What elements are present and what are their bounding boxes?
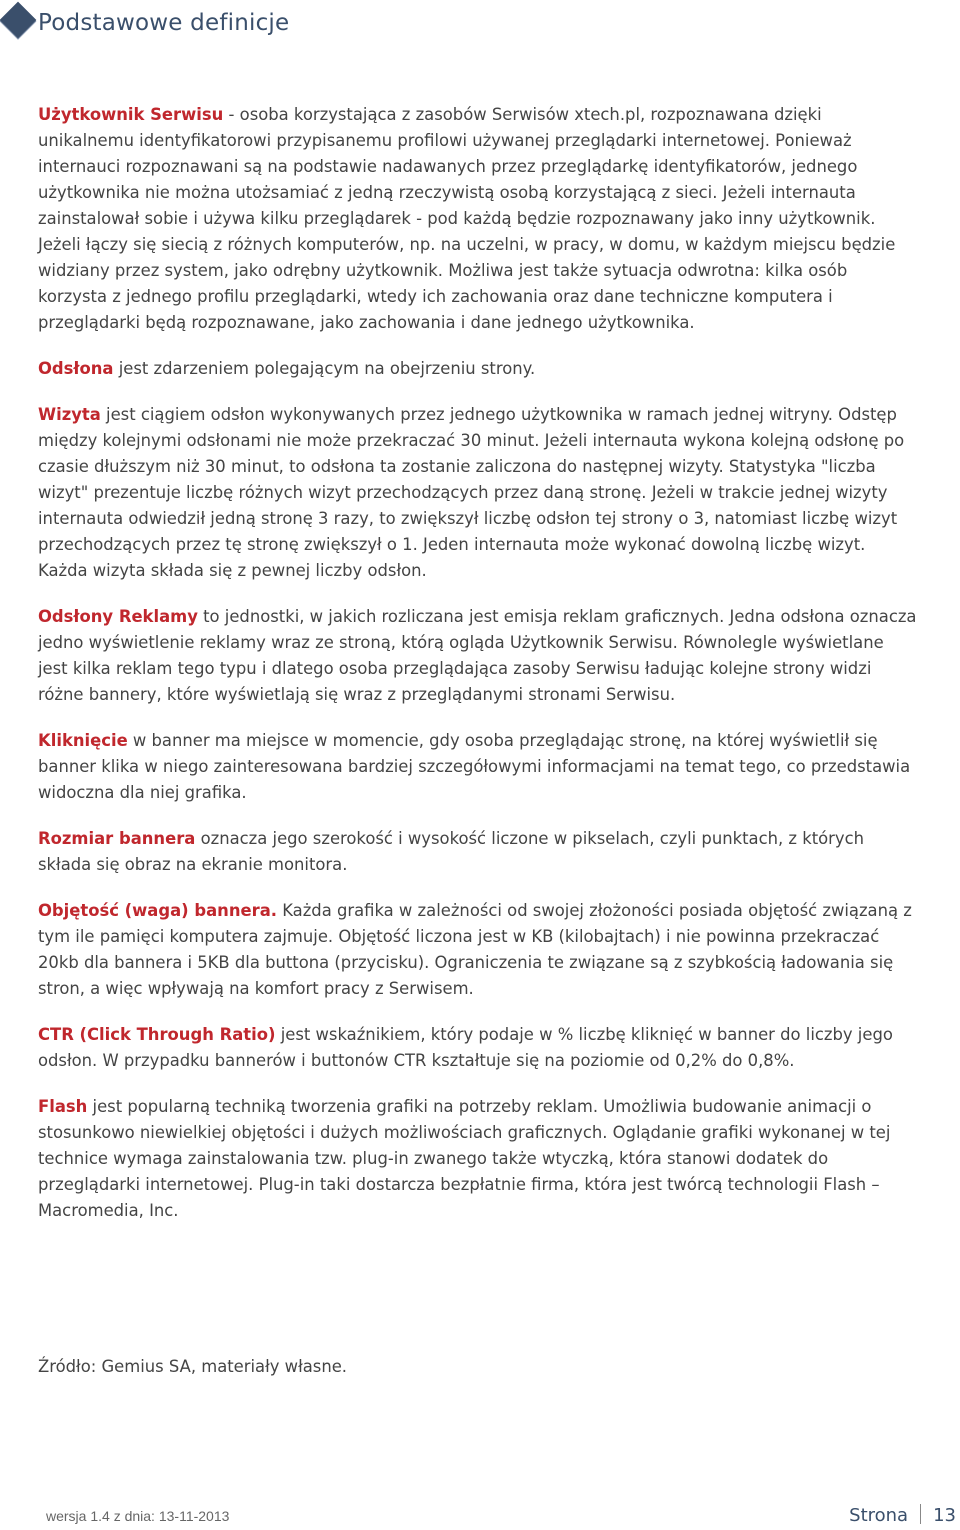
definition-paragraph (38, 402, 918, 584)
definition-text: - osoba korzystająca z zasobów Serwisów xtech.pl, rozpoznawana dzięki unikalnemu identyfikatorowi przypisanemu profilowi używanej przeglądarki internetowej. Ponieważ internauci rozpoznawani są na podstawie nadawanych przez przeglądarkę identyfikatorów, jednego użytkownika nie można utożsamiać z jedną rzeczywistą osobą korzystającą z sieci. Jeżeli internauta zainstalował sobie i używa kilku przeglądarek - pod każdą będzie rozpoznawany jako inny użytkownik. Jeżeli łączy się siecią z różnych komputerów, np. na uczelni, w pracy, w domu, w każdym miejscu będzie widziany przez system, jako odrębny użytkownik. Możliwa jest także sytuacja odwrotna: kilka osób korzysta z jednego profilu przeglądarki, wtedy ich zachowania oraz dane techniczne komputera i przeglądarki będą rozpoznawane, jako zachowania i dane jednego użytkownika. (38, 105, 896, 332)
definition-text: jest ciągiem odsłon wykonywanych przez jednego użytkownika w ramach jednej witryny. Odstęp między kolejnymi odsłonami nie może przekraczać 30 minut. Jeżeli internauta wykona kolejną odsłonę po czasie dłuższym niż 30 minut, to odsłona ta zostanie zaliczona do następnej wizyty. Statystyka "liczba wizyt" prezentuje liczbę różnych wizyt przechodzących przez daną stronę. Jeżeli w trakcie jednej wizyty internauta odwiedził jedną stronę 3 razy, to zwiększył liczbę odsłon tej strony o 3, natomiast liczbę wizyt przechodzących przez tę stronę zwiększył o 1. Jeden internauta może wykonać dowolną liczbę wizyt. Każda wizyta składa się z pewnej liczby odsłon. (38, 405, 905, 580)
definition-term: Kliknięcie (38, 731, 128, 750)
definition-term: Flash (38, 1097, 88, 1116)
definition-paragraph (38, 826, 918, 878)
definition-text: jest wskaźnikiem, który podaje w % liczbę kliknięć w banner do liczby jego odsłon. W przypadku bannerów i buttonów CTR kształtuje się na poziomie od 0,2% do 0,8%. (38, 1025, 893, 1070)
definition-term: Objętość (waga) bannera. (38, 901, 277, 920)
definition-term: Użytkownik Serwisu (38, 105, 224, 124)
definitions-body (38, 102, 918, 1244)
definition-paragraph (38, 604, 918, 708)
definition-paragraph (38, 102, 918, 336)
footer-version: wersja 1.4 z dnia: 13-11-2013 (46, 1508, 230, 1524)
definition-text: jest popularną techniką tworzenia grafiki na potrzeby reklam. Umożliwia budowanie animacji o stosunkowo niewielkiej objętości i dużych możliwościach graficznych. Oglądanie grafiki wykonanej w tej technice wymaga zainstalowania tzw. plug-in zwanego także wtyczką, która stanowi dodatek do przeglądarki internetowej. Plug-in taki dostarcza bezpłatnie firma, która jest twórcą technologii Flash – Macromedia, Inc. (38, 1097, 891, 1220)
footer-divider (920, 1504, 921, 1524)
page-number: 13 (933, 1505, 956, 1526)
definition-term: Wizyta (38, 405, 101, 424)
definition-term: Odsłona (38, 359, 114, 378)
definition-paragraph (38, 1022, 918, 1074)
definition-text: jest zdarzeniem polegającym na obejrzeniu strony. (113, 359, 536, 378)
header-diamond-icon (0, 0, 40, 44)
definition-paragraph (38, 356, 918, 382)
definition-term: Odsłony Reklamy (38, 607, 198, 626)
definition-term: Rozmiar bannera (38, 829, 196, 848)
source-note: Źródło: Gemius SA, materiały własne. (38, 1357, 347, 1376)
definition-paragraph (38, 898, 918, 1002)
definition-text: oznacza jego szerokość i wysokość liczone w pikselach, czyli punktach, z których składa się obraz na ekranie monitora. (38, 829, 864, 874)
page-label: Strona (849, 1505, 909, 1526)
footer-page-number (849, 1504, 956, 1526)
definition-paragraph (38, 728, 918, 806)
definition-paragraph (38, 1094, 918, 1224)
definition-term: CTR (Click Through Ratio) (38, 1025, 276, 1044)
definition-text: w banner ma miejsce w momencie, gdy osoba przeglądając stronę, na której wyświetlił się banner klika w niego zainteresowana bardziej szczegółowymi informacjami na temat tego, co przedstawia widoczna dla niej grafika. (38, 731, 911, 802)
page-header (0, 0, 960, 52)
definition-text: Każda grafika w zależności od swojej złożoności posiada objętość związaną z tym ile pamięci komputera zajmuje. Objętość liczona jest w KB (kilobajtach) i nie powinna przekraczać 20kb dla bannera i 5KB dla buttona (przycisku). Ograniczenia te związane są z szybkością ładowania się stron, a więc wpływają na komfort pracy z Serwisem. (38, 901, 912, 998)
page-title: Podstawowe definicje (38, 10, 290, 36)
definition-text: to jednostki, w jakich rozliczana jest emisja reklam graficznych. Jedna odsłona oznacza jedno wyświetlenie reklamy wraz ze stroną, którą ogląda Użytkownik Serwisu. Równolegle wyświetlane jest kilka reklam tego typu i dlatego osoba przeglądająca zasoby Serwisu ładując kolejne strony widzi różne bannery, które wyświetlają się wraz z przeglądanymi stronami Serwisu. (38, 607, 917, 704)
